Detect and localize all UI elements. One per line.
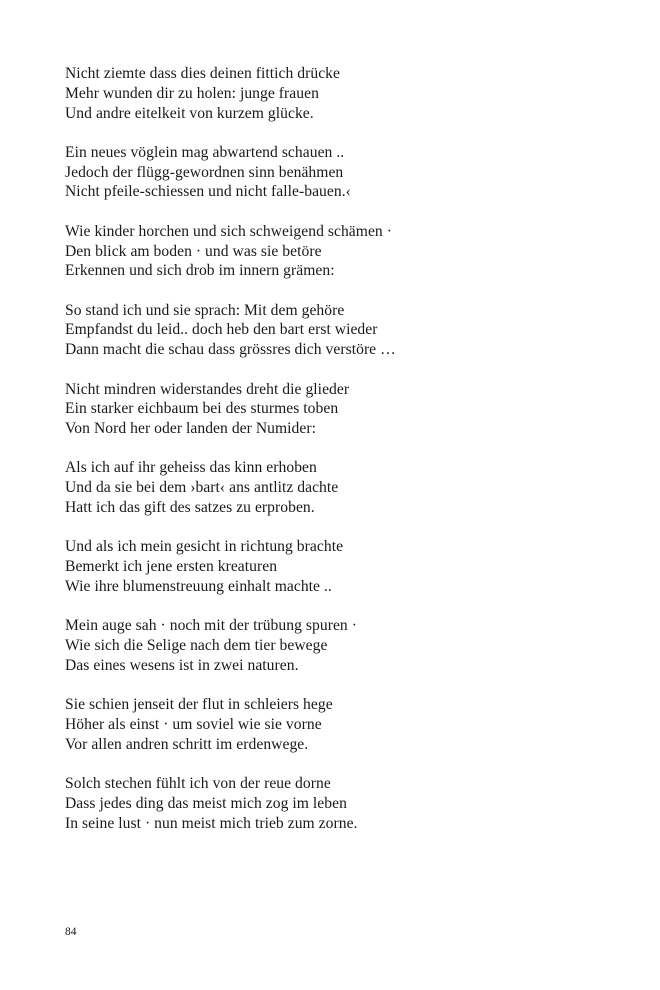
verse-line: Das eines wesens ist in zwei naturen. [65, 656, 299, 674]
verse-line: Höher als einst · um soviel wie sie vorne [65, 715, 322, 733]
verse-line: Bemerkt ich jene ersten kreaturen [65, 558, 278, 576]
stanza-9 [65, 695, 625, 754]
page-number: 84 [65, 926, 77, 938]
verse-line: Vor allen andren schritt im erdenwege. [65, 735, 309, 753]
verse-line: In seine lust · nun meist mich trieb zum zorne. [65, 814, 358, 832]
verse-line: Erkennen und sich drob im innern grämen: [65, 262, 335, 280]
stanza-3 [65, 222, 625, 281]
verse-line: Wie sich die Selige nach dem tier bewege [65, 637, 328, 655]
verse-line: Von Nord her oder landen der Numider: [65, 420, 316, 438]
verse-line: Nicht mindren widerstandes dreht die glieder [65, 380, 350, 398]
verse-line: Und da sie bei dem ›bart‹ ans antlitz dachte [65, 479, 339, 497]
verse-line: Dass jedes ding das meist mich zog im leben [65, 794, 347, 812]
stanza-5 [65, 380, 625, 439]
verse-line: Jedoch der flügg-gewordnen sinn benähmen [65, 163, 344, 181]
poem-text [65, 64, 625, 853]
verse-line: Wie kinder horchen und sich schweigend schämen · [65, 222, 392, 240]
stanza-8 [65, 616, 625, 675]
verse-line: Als ich auf ihr geheiss das kinn erhoben [65, 459, 317, 477]
verse-line: So stand ich und sie sprach: Mit dem gehöre [65, 301, 345, 319]
verse-line: Wie ihre blumenstreuung einhalt machte .. [65, 577, 332, 595]
verse-line: Ein starker eichbaum bei des sturmes toben [65, 400, 339, 418]
verse-line: Nicht pfeile-schiessen und nicht falle-bauen.‹ [65, 183, 351, 201]
verse-line: Den blick am boden · und was sie betöre [65, 242, 322, 260]
verse-line: Empfandst du leid.. doch heb den bart erst wieder [65, 321, 378, 339]
verse-line: Dann macht die schau dass grössres dich verstöre … [65, 341, 396, 359]
verse-line: Mein auge sah · noch mit der trübung spuren · [65, 617, 357, 635]
stanza-7 [65, 537, 625, 596]
verse-line: Und als ich mein gesicht in richtung brachte [65, 538, 344, 556]
verse-line: Und andre eitelkeit von kurzem glücke. [65, 104, 314, 122]
verse-line: Hatt ich das gift des satzes zu erproben. [65, 499, 315, 517]
stanza-4 [65, 301, 625, 360]
stanza-2 [65, 143, 625, 202]
verse-line: Mehr wunden dir zu holen: junge frauen [65, 84, 319, 102]
stanza-6 [65, 458, 625, 517]
verse-line: Solch stechen fühlt ich von der reue dorne [65, 775, 331, 793]
stanza-10 [65, 774, 625, 833]
verse-line: Sie schien jenseit der flut in schleiers hege [65, 696, 333, 714]
verse-line: Nicht ziemte dass dies deinen fittich drücke [65, 65, 340, 82]
stanza-1 [65, 64, 625, 123]
verse-line: Ein neues vöglein mag abwartend schauen .. [65, 143, 345, 161]
